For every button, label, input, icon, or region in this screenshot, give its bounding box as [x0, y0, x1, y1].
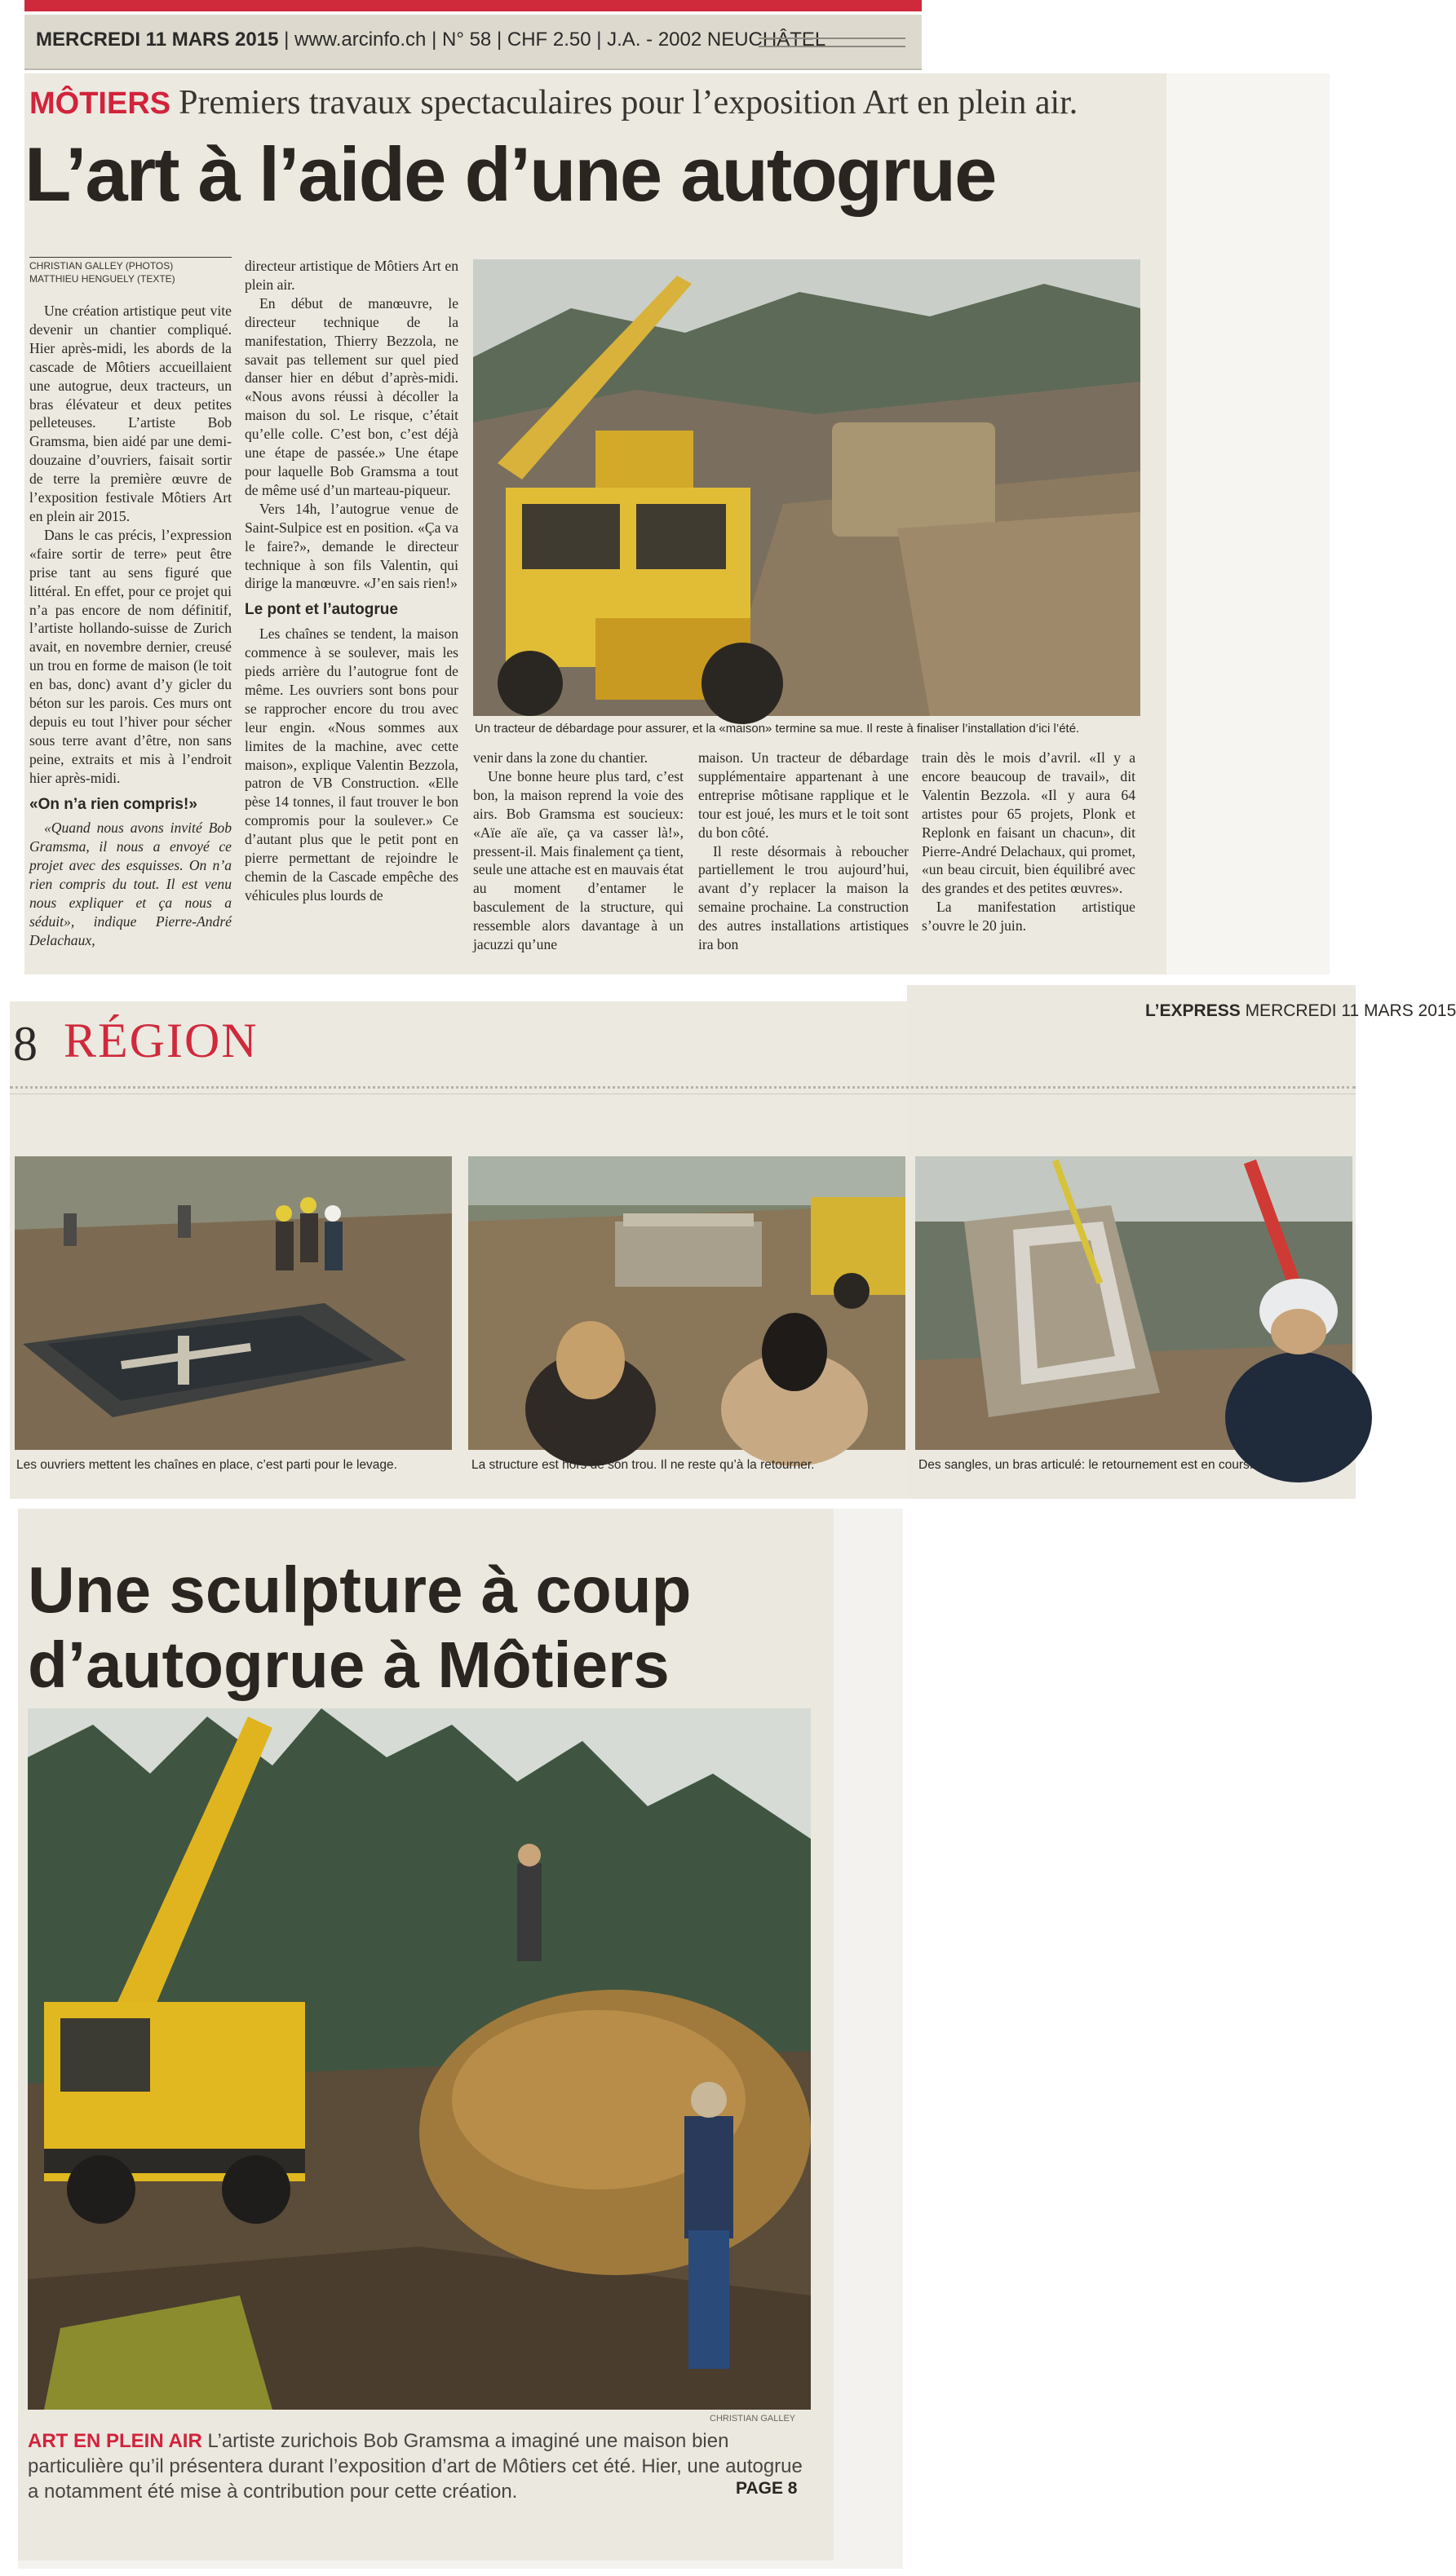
- paragraph: La manifestation artistique s’ouvre le 20 juin.: [922, 899, 1135, 935]
- section-title: RÉGION: [64, 1014, 259, 1067]
- masthead-price: CHF 2.50: [507, 29, 591, 51]
- region-page-clipping: [10, 1001, 1456, 1499]
- teaser-page-ref: PAGE 8: [736, 2479, 798, 2498]
- article-headline: L’art à l’aide d’une autogrue: [24, 131, 996, 217]
- photo-crane-boulder: [28, 1708, 811, 2410]
- article-column-5: [922, 749, 1135, 969]
- paragraph: venir dans la zone du chantier.: [473, 749, 648, 766]
- photo-caption-2: La structure est hors de son trou. Il ne reste qu’à la retourner.: [471, 1458, 815, 1472]
- teaser-body: L’artiste zurichois Bob Gramsma a imaginé une maison bien particulière qu’il présentera durant l’exposition d’art de Môtiers cet été. Hier, une autogrue a notamment été mise à contribution pour cette création.: [28, 2430, 803, 2503]
- running-head-date: MERCREDI 11 MARS 2015: [1245, 1001, 1456, 1020]
- byline: [29, 257, 232, 285]
- teaser-text: [28, 2428, 811, 2504]
- article-column-2: [245, 257, 458, 966]
- masthead-ja: J.A. - 2002 NEUCHÂTEL: [607, 29, 826, 51]
- paragraph: maison. Un tracteur de débardage supplémentaire appartenant à une entreprise môtisane rapplique et le tour est joué, les murs et le toit sont du bon côté.: [698, 749, 909, 841]
- page-number: 8: [13, 1017, 38, 1071]
- paragraph: «Quand nous avons invité Bob Gramsma, il nous a envoyé ce projet avec des esquisses. On n’a rien compris du tout. Il est venu nous expliquer et ça nous a séduit», indique Pierre-André Delachaux,: [29, 820, 232, 948]
- running-head: [1145, 1001, 1456, 1021]
- paragraph: Une création artistique peut vite devenir un chantier compliqué. Hier après-midi, les abords de la cascade de Môtiers accueillaient une autogrue, deux tracteurs, un bras élévateur et deux petites pelleteuses. L’artiste Bob Gramsma, bien aidé par une demi-douzaine d’ouvriers, faisait sortir de terre la première œuvre de l’exposition festivale Môtiers Art en plein air 2015.: [29, 303, 232, 524]
- photo-caption-3: Des sangles, un bras articulé: le retournement est en cours.: [918, 1458, 1254, 1472]
- scan-edge: [1166, 73, 1330, 974]
- paragraph: En début de manœuvre, le directeur technique de la manifestation, Thierry Bezzola, ne savait pas tellement sur quel pied danser hier en début d’après-midi. «Nous avons réussi à décoller la maison du sol. Le risque, c’était qu’elle colle. C’est bon, c’est déjà une étape de passée.» Une étape pour laquelle Bob Gramsma a tout de même usé d’un marteau-piqueur.: [245, 294, 458, 498]
- section-rule: [10, 1086, 1356, 1094]
- teaser-headline: [28, 1553, 691, 1703]
- paragraph: Les chaînes se tendent, la maison commence à se soulever, mais les pieds arrière du l’autogrue font de même. Les ouvriers sont bons pour se rapprocher encore du trou avec leur engin. «Nous sommes aux limites de la machine, avec cette maison», explique Valentin Bezzola, patron de VB Construction. «Elle pèse 14 tonnes, il faut trouver le bon compromis pour la soulever.» Ce d’autant plus que le petit pont en pierre permettant de rejoindre le chemin de la Cascade empêche des véhicules plus lourds de: [245, 625, 458, 904]
- masthead: [24, 15, 922, 70]
- masthead-line: MERCREDI 11 MARS 2015 | www.arcinfo.ch | N° 58 | CHF 2.50 | J.A. - 2002 NEUCHÂTEL: [36, 29, 826, 51]
- kicker-subtitle: Premiers travaux spectaculaires pour l’exposition Art en plein air.: [179, 84, 1078, 122]
- paragraph: Il reste désormais à reboucher partiellement le trou aujourd’hui, avant d’y replacer la maison la semaine prochaine. La construction des autres installations artistiques ira bon: [698, 842, 909, 953]
- photo-straps-turning: [915, 1156, 1352, 1450]
- photo-crane-tractor: [473, 259, 1140, 716]
- teaser-lead: ART EN PLEIN AIR: [28, 2430, 202, 2452]
- teaser-photo-credit: CHRISTIAN GALLEY: [710, 2414, 796, 2424]
- masthead-site: www.arcinfo.ch: [294, 29, 427, 51]
- kicker-place: MÔTIERS: [29, 86, 171, 121]
- teaser-clipping: [18, 1509, 903, 2569]
- article-column-3: [473, 749, 684, 969]
- masthead-date: MERCREDI 11 MARS 2015: [36, 29, 279, 51]
- paragraph: Dans le cas précis, l’expression «faire sortir de terre» peut être prise tant au sens figuré que littéral. En effet, pour ce projet qui n’a pas encore de nom définitif, l’artiste hollando-suisse de Zurich avait, en novembre dernier, creusé un trou en forme de maison (le toit en bas, donc) avant d’y gicler du béton sur les parois. Ces murs ont depuis eu tout l’hiver pour sécher sous terre avant d’être, non sans peine, extraits et mis à l’endroit hier après-midi.: [29, 526, 232, 786]
- teaser-headline-line-2: d’autogrue à Môtiers: [28, 1628, 670, 1701]
- article-kicker: [29, 83, 1078, 122]
- masthead-issue: N° 58: [441, 29, 492, 51]
- paragraph: directeur artistique de Môtiers Art en plein air.: [245, 258, 458, 293]
- paragraph: Vers 14h, l’autogrue venue de Saint-Sulpice est en position. «Ça va le faire?», demande le directeur technique à son fils Valentin, qui dirige la manœuvre. «J’en sais rien!»: [245, 500, 458, 592]
- byline-text: MATTHIEU HENGUELY (TEXTE): [29, 273, 175, 285]
- photo-structure-out: [468, 1156, 905, 1450]
- article: [24, 73, 1330, 974]
- subheading: «On n’a rien compris!»: [29, 795, 197, 813]
- photo-workers-chains: [15, 1156, 452, 1450]
- article-column-4: [698, 749, 909, 969]
- teaser-headline-line-1: Une sculpture à coup: [28, 1553, 692, 1626]
- subheading: Le pont et l’autogrue: [245, 601, 398, 619]
- masthead-red-bar: [24, 0, 922, 11]
- byline-photo: CHRISTIAN GALLEY (PHOTOS): [29, 260, 174, 272]
- running-head-paper: L’EXPRESS: [1145, 1001, 1241, 1020]
- article-column-1: [29, 257, 232, 966]
- photo-caption-1: Les ouvriers mettent les chaînes en place, c’est parti pour le levage.: [16, 1458, 397, 1472]
- photo-caption: Un tracteur de débardage pour assurer, et la «maison» termine sa mue. Il reste à finaliser l’installation d’ici l’été.: [475, 722, 1080, 736]
- paragraph: train dès le mois d’avril. «Il y a encore beaucoup de travail», dit Valentin Bezzola. «Il y aura 64 artistes pour 65 projets, Plonk et Replonk en faisant un chacun», dit Pierre-André Delachaux, qui promet, «un beau circuit, bien équilibré avec des grandes et des petites œuvres».: [922, 749, 1135, 897]
- main-article-clipping: [0, 0, 1330, 974]
- paragraph: Une bonne heure plus tard, c’est bon, la maison reprend la voie des airs. Bob Gramsma est soucieux: «Aïe aïe aïe, ça va casser là!», pressent-il. Mais finalement ça tient, seule une attache est en mauvais état au moment d’entamer le basculement de la structure, qui ressemble alors davantage à un jacuzzi qu’une: [473, 767, 684, 953]
- masthead-rule: [759, 38, 905, 47]
